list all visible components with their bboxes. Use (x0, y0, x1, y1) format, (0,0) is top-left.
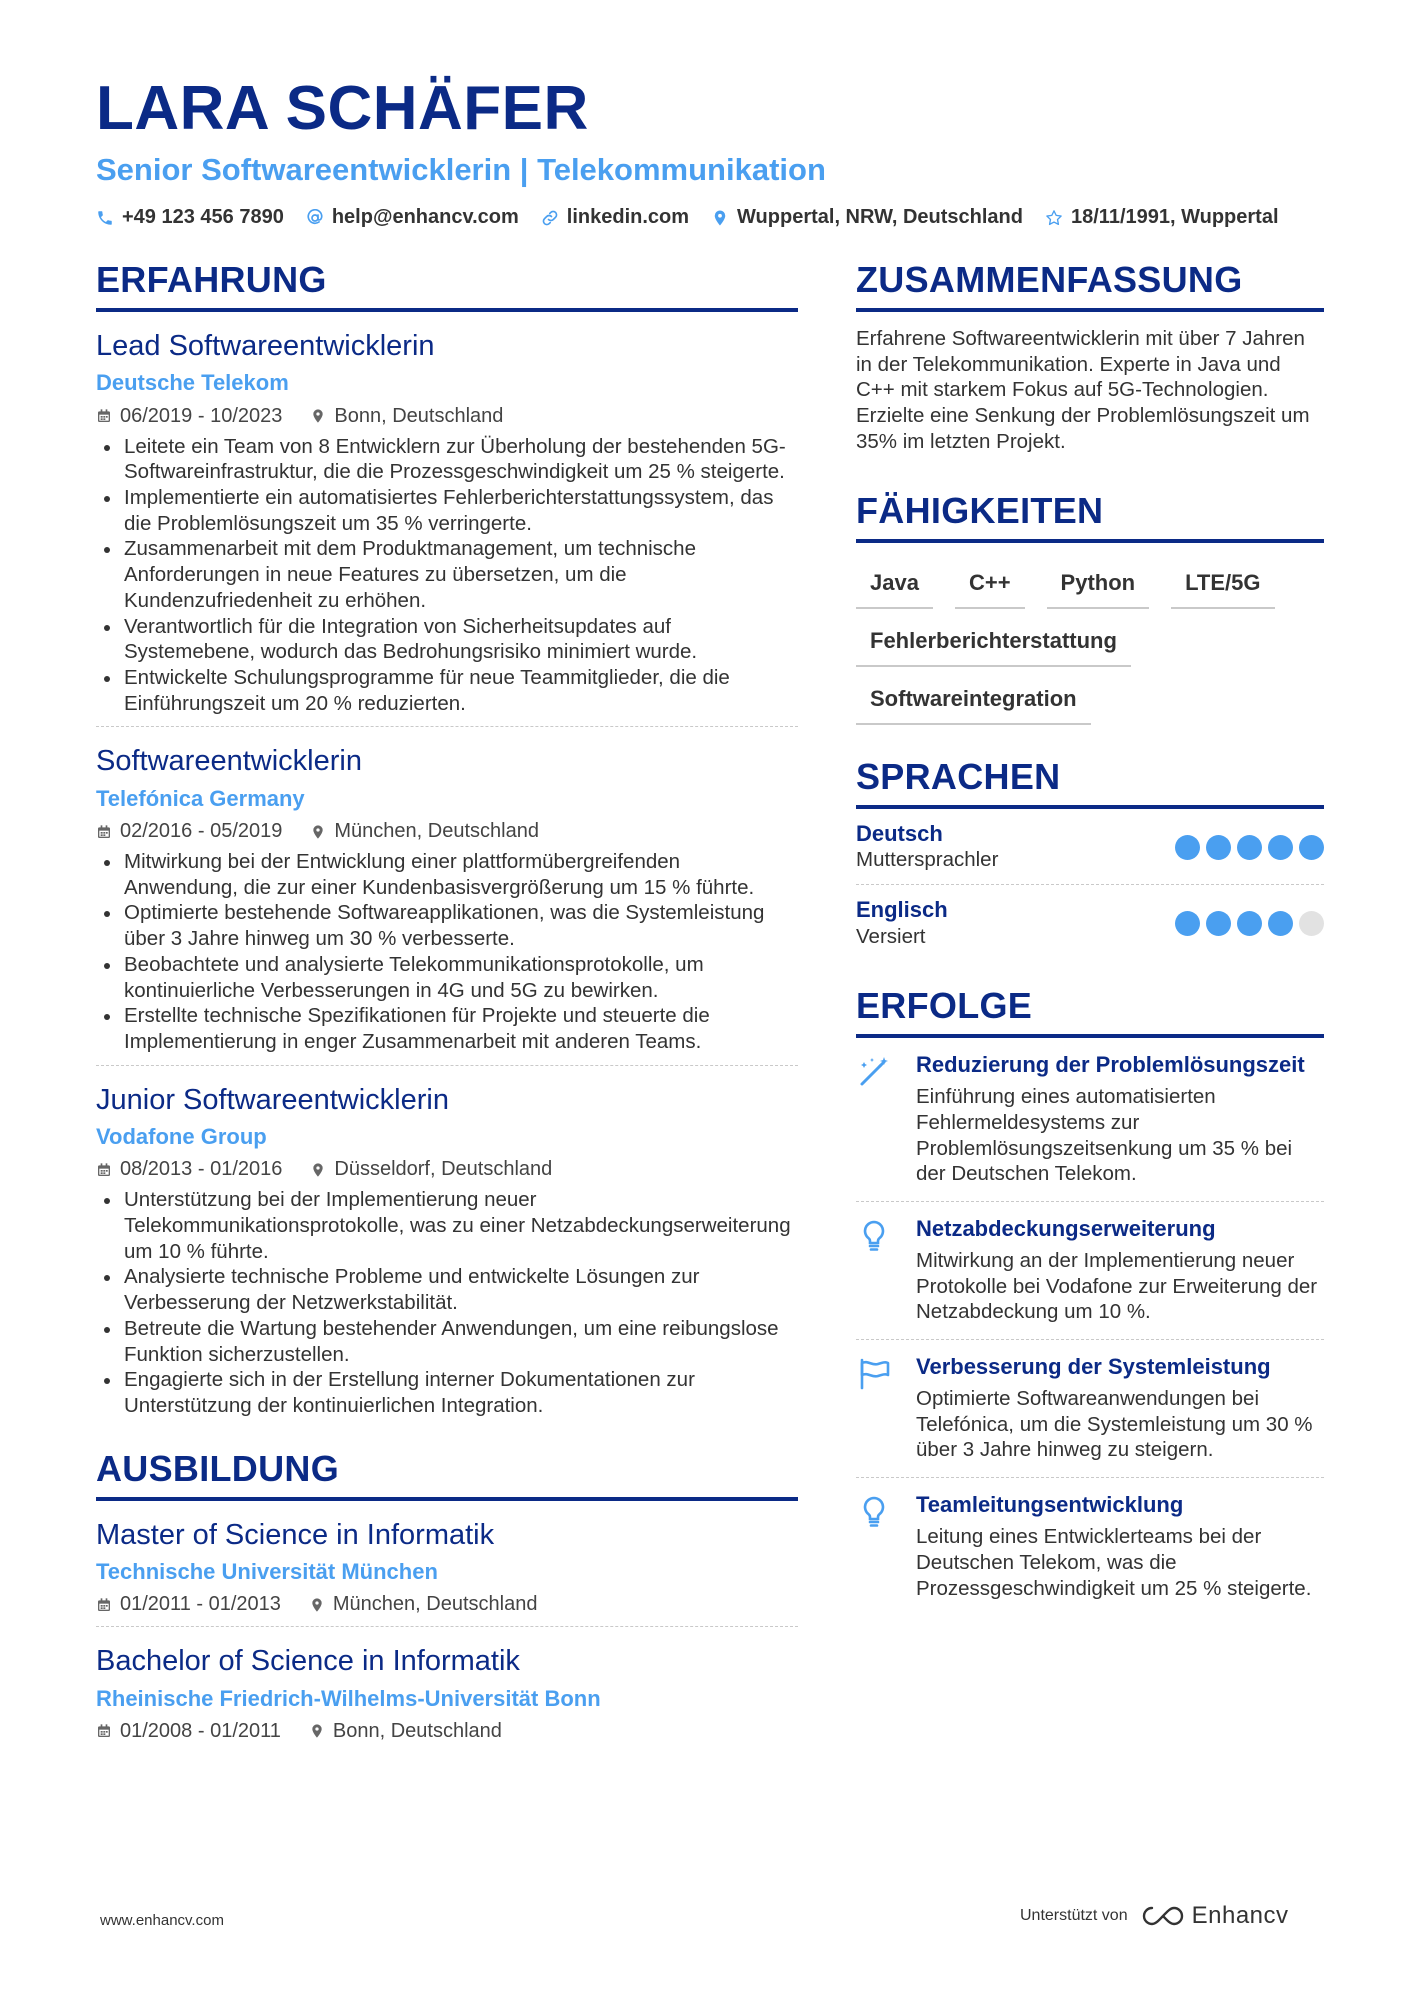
achievement-icon-wrap (856, 1052, 900, 1187)
calendar-icon (96, 824, 112, 840)
contact-text: help@enhancv.com (331, 206, 519, 228)
achievement-icon-wrap (856, 1216, 900, 1325)
achievement-entry (856, 1202, 1324, 1340)
job-bullets (96, 434, 798, 717)
achievement-icon-wrap (856, 1492, 900, 1601)
left-column (96, 259, 798, 1753)
job-title: Softwareentwicklerin (96, 745, 362, 778)
calendar-icon (96, 408, 112, 424)
education-location (309, 1593, 538, 1616)
job-dates (96, 1158, 282, 1181)
achievement-desc: Leitung eines Entwicklerteams bei der Deutschen Telekom, was die Prozessgeschwindigkeit um 25 % steigerte. (916, 1525, 1312, 1600)
bullet: Verantwortlich für die Integration von Sicherheitsupdates auf Systemebene, wodurch das Bedrohungsrisiko minimiert wurde. (96, 614, 798, 665)
powered-by-label: Unterstützt von (1020, 1907, 1128, 1924)
enhancv-logo-icon (1140, 1904, 1186, 1928)
summary-text: Erfahrene Softwareentwicklerin mit über 7 Jahren in der Telekommunikation. Experte in Java und C++ mit starkem Fokus auf 5G-Technologien. Erzielte eine Senkung der Problemlösungszeit um 35% im letzten Projekt. (856, 327, 1310, 453)
achievement-content (916, 1052, 1324, 1187)
languages-heading: SPRACHEN (856, 759, 1324, 809)
education-location-text: Bonn, Deutschland (332, 1719, 502, 1742)
rating-dot-filled (1237, 835, 1262, 860)
rating-dot-empty (1299, 911, 1324, 936)
footer-branding[interactable] (1020, 1902, 1289, 1930)
rating-dot-filled (1268, 911, 1293, 936)
school-name: Rheinische Friedrich-Wilhelms-Universität Bonn (96, 1685, 601, 1711)
bullet: Engagierte sich in der Erstellung interner Dokumentationen zur Unterstützung der kontinuierlichen Integration. (96, 1367, 798, 1418)
achievement-entry (856, 1038, 1324, 1202)
star-icon (1045, 209, 1063, 227)
bullet: Leitete ein Team von 8 Entwicklern zur Überholung der bestehenden 5G-Softwareinfrastruktur, die die Prozessgeschwindigkeit um 25 % steigerte. (96, 434, 798, 485)
calendar-icon (96, 1723, 112, 1739)
experience-heading: ERFAHRUNG (96, 262, 798, 312)
skill-tag: Python (1047, 557, 1150, 609)
job-dates (96, 405, 282, 428)
job-dates-text: 02/2016 - 05/2019 (120, 820, 283, 843)
contact-text: linkedin.com (566, 206, 690, 228)
right-column (856, 259, 1324, 1615)
job-dates-text: 08/2013 - 01/2016 (120, 1158, 283, 1181)
achievement-entry (856, 1340, 1324, 1478)
achievement-desc: Optimierte Softwareanwendungen bei Telefónica, um die Systemleistung um 30 % über 3 Jahre hinweg zu steigern. (916, 1387, 1313, 1462)
bullet: Analysierte technische Probleme und entwickelte Lösungen zur Verbesserung der Netzwerkstabilität. (96, 1264, 798, 1315)
candidate-name: LARA SCHÄFER (96, 74, 589, 143)
job-location (310, 820, 539, 843)
contact-text: Wuppertal, NRW, Deutschland (737, 206, 1023, 228)
language-rating (1175, 835, 1324, 860)
bullet: Mitwirkung bei der Entwicklung einer plattformübergreifenden Anwendung, die zur einer Kundenbasisvergrößerung um 15 % führte. (96, 849, 798, 900)
achievement-desc: Mitwirkung an der Implementierung neuer Protokolle bei Vodafone zur Erweiterung der Netzabdeckung um 10 %. (916, 1248, 1318, 1324)
job-location-text: München, Deutschland (334, 820, 539, 843)
education-entry (96, 1501, 798, 1628)
skill-tag: Fehlerberichterstattung (856, 615, 1131, 667)
job-location (310, 405, 503, 428)
bullet: Optimierte bestehende Softwareapplikationen, was die Systemleistung über 3 Jahre hinweg um 30 % verbesserte. (96, 900, 798, 951)
rating-dot-filled (1175, 835, 1200, 860)
language-name: Deutsch (856, 821, 943, 847)
skill-tag: C++ (955, 557, 1025, 609)
rating-dot-filled (1206, 835, 1231, 860)
language-level: Versiert (856, 924, 926, 948)
location-icon (310, 824, 326, 840)
skill-tag: Java (856, 557, 933, 609)
contact-phone[interactable] (96, 206, 284, 229)
achievement-content (916, 1354, 1324, 1463)
achievement-title: Netzabdeckungserweiterung (916, 1215, 1216, 1241)
job-meta (96, 1158, 798, 1181)
calendar-icon (96, 1597, 112, 1613)
achievement-title: Teamleitungsentwicklung (916, 1492, 1184, 1518)
contact-location (711, 206, 1023, 229)
achievement-entry (856, 1478, 1324, 1615)
contact-text: 18/11/1991, Wuppertal (1071, 206, 1279, 228)
language-rating (1175, 911, 1324, 936)
job-location (310, 1158, 552, 1181)
contact-bar (96, 206, 1279, 229)
skills-heading: FÄHIGKEITEN (856, 493, 1324, 543)
language-entry (856, 885, 1324, 960)
education-location (309, 1720, 502, 1743)
job-location-text: Düsseldorf, Deutschland (334, 1158, 553, 1181)
location-icon (310, 408, 326, 424)
achievement-title: Verbesserung der Systemleistung (916, 1354, 1271, 1380)
language-info (856, 897, 948, 950)
job-bullets (96, 849, 798, 1055)
link-icon (541, 209, 559, 227)
education-heading: AUSBILDUNG (96, 1451, 798, 1501)
job-meta (96, 405, 798, 428)
brand-name: Enhancv (1191, 1902, 1289, 1929)
skills-list (856, 551, 1324, 726)
job-dates (96, 820, 282, 843)
contact-linkedin[interactable] (541, 206, 689, 229)
candidate-title: Senior Softwareentwicklerin | Telekommunikation (96, 152, 826, 187)
education-dates-text: 01/2008 - 01/2011 (120, 1719, 281, 1742)
job-title: Lead Softwareentwicklerin (96, 330, 435, 362)
degree-title: Bachelor of Science in Informatik (96, 1645, 520, 1678)
job-entry (96, 727, 798, 1065)
job-dates-text: 06/2019 - 10/2023 (120, 404, 283, 427)
job-company: Telefónica Germany (96, 785, 305, 811)
language-level: Muttersprachler (856, 848, 999, 872)
wand-icon (856, 1054, 892, 1090)
education-entry (96, 1627, 798, 1753)
achievement-desc: Einführung eines automatisierten Fehlermeldesystems zur Problemlösungszeitsenkung um 35 % bei der Deutschen Telekom. (916, 1085, 1293, 1186)
education-dates-text: 01/2011 - 01/2013 (120, 1593, 281, 1616)
job-entry (96, 1066, 798, 1429)
achievement-title: Reduzierung der Problemlösungszeit (916, 1052, 1305, 1078)
phone-icon (96, 209, 114, 227)
language-name: Englisch (856, 897, 948, 923)
lightbulb-icon (856, 1494, 892, 1530)
school-name: Technische Universität München (96, 1558, 438, 1584)
achievement-content (916, 1216, 1324, 1325)
skill-tag: Softwareintegration (856, 673, 1091, 725)
degree-title: Master of Science in Informatik (96, 1518, 495, 1551)
job-entry (96, 312, 798, 727)
location-icon (309, 1597, 325, 1613)
summary-heading: ZUSAMMENFASSUNG (856, 262, 1324, 312)
job-location-text: Bonn, Deutschland (334, 404, 504, 427)
language-info (856, 821, 998, 874)
bullet: Zusammenarbeit mit dem Produktmanagement, um technische Anforderungen in neue Features zu übersetzen, um die Kundenzufriedenheit zu erhöhen. (96, 536, 798, 613)
contact-birth (1045, 206, 1279, 229)
flag-icon (856, 1356, 892, 1392)
job-bullets (96, 1187, 798, 1418)
rating-dot-filled (1268, 835, 1293, 860)
education-dates (96, 1720, 281, 1743)
bullet: Beobachtete und analysierte Telekommunikationsprotokolle, um kontinuierliche Verbesserungen in 4G und 5G zu bewirken. (96, 952, 798, 1003)
job-meta (96, 820, 798, 843)
skill-tag: LTE/5G (1171, 557, 1274, 609)
bullet: Erstellte technische Spezifikationen für Projekte und steuerte die Implementierung in enger Zusammenarbeit mit anderen Teams. (96, 1003, 798, 1054)
rating-dot-filled (1237, 911, 1262, 936)
rating-dot-filled (1206, 911, 1231, 936)
education-meta (96, 1593, 798, 1616)
job-company: Deutsche Telekom (96, 370, 289, 396)
rating-dot-filled (1299, 835, 1324, 860)
contact-text: +49 123 456 7890 (122, 206, 284, 228)
achievements-heading: ERFOLGE (856, 988, 1324, 1038)
enhancv-logo (1140, 1902, 1289, 1930)
bullet: Entwickelte Schulungsprogramme für neue Teammitglieder, die die Einführungszeit um 20 % reduzierten. (96, 665, 798, 716)
bullet: Unterstützung bei der Implementierung neuer Telekommunikationsprotokolle, was zu einer Netzabdeckungserweiterung um 10 % führte. (96, 1187, 798, 1264)
location-icon (711, 209, 729, 227)
bullet: Implementierte ein automatisiertes Fehlerberichterstattungssystem, das die Problemlösungszeit um 35 % verringerte. (96, 485, 798, 536)
achievement-content (916, 1492, 1324, 1601)
language-entry (856, 809, 1324, 885)
education-dates (96, 1593, 281, 1616)
rating-dot-filled (1175, 911, 1200, 936)
education-location-text: München, Deutschland (332, 1593, 538, 1616)
achievement-icon-wrap (856, 1354, 900, 1463)
location-icon (309, 1723, 325, 1739)
lightbulb-icon (856, 1218, 892, 1254)
at-icon (306, 209, 324, 227)
calendar-icon (96, 1162, 112, 1178)
location-icon (310, 1162, 326, 1178)
education-meta (96, 1720, 798, 1743)
contact-email[interactable] (306, 206, 519, 229)
bullet: Betreute die Wartung bestehender Anwendungen, um eine reibungslose Funktion sicherzustellen. (96, 1316, 798, 1367)
job-company: Vodafone Group (96, 1123, 267, 1149)
job-title: Junior Softwareentwicklerin (96, 1083, 449, 1116)
footer-website[interactable]: www.enhancv.com (100, 1912, 224, 1929)
